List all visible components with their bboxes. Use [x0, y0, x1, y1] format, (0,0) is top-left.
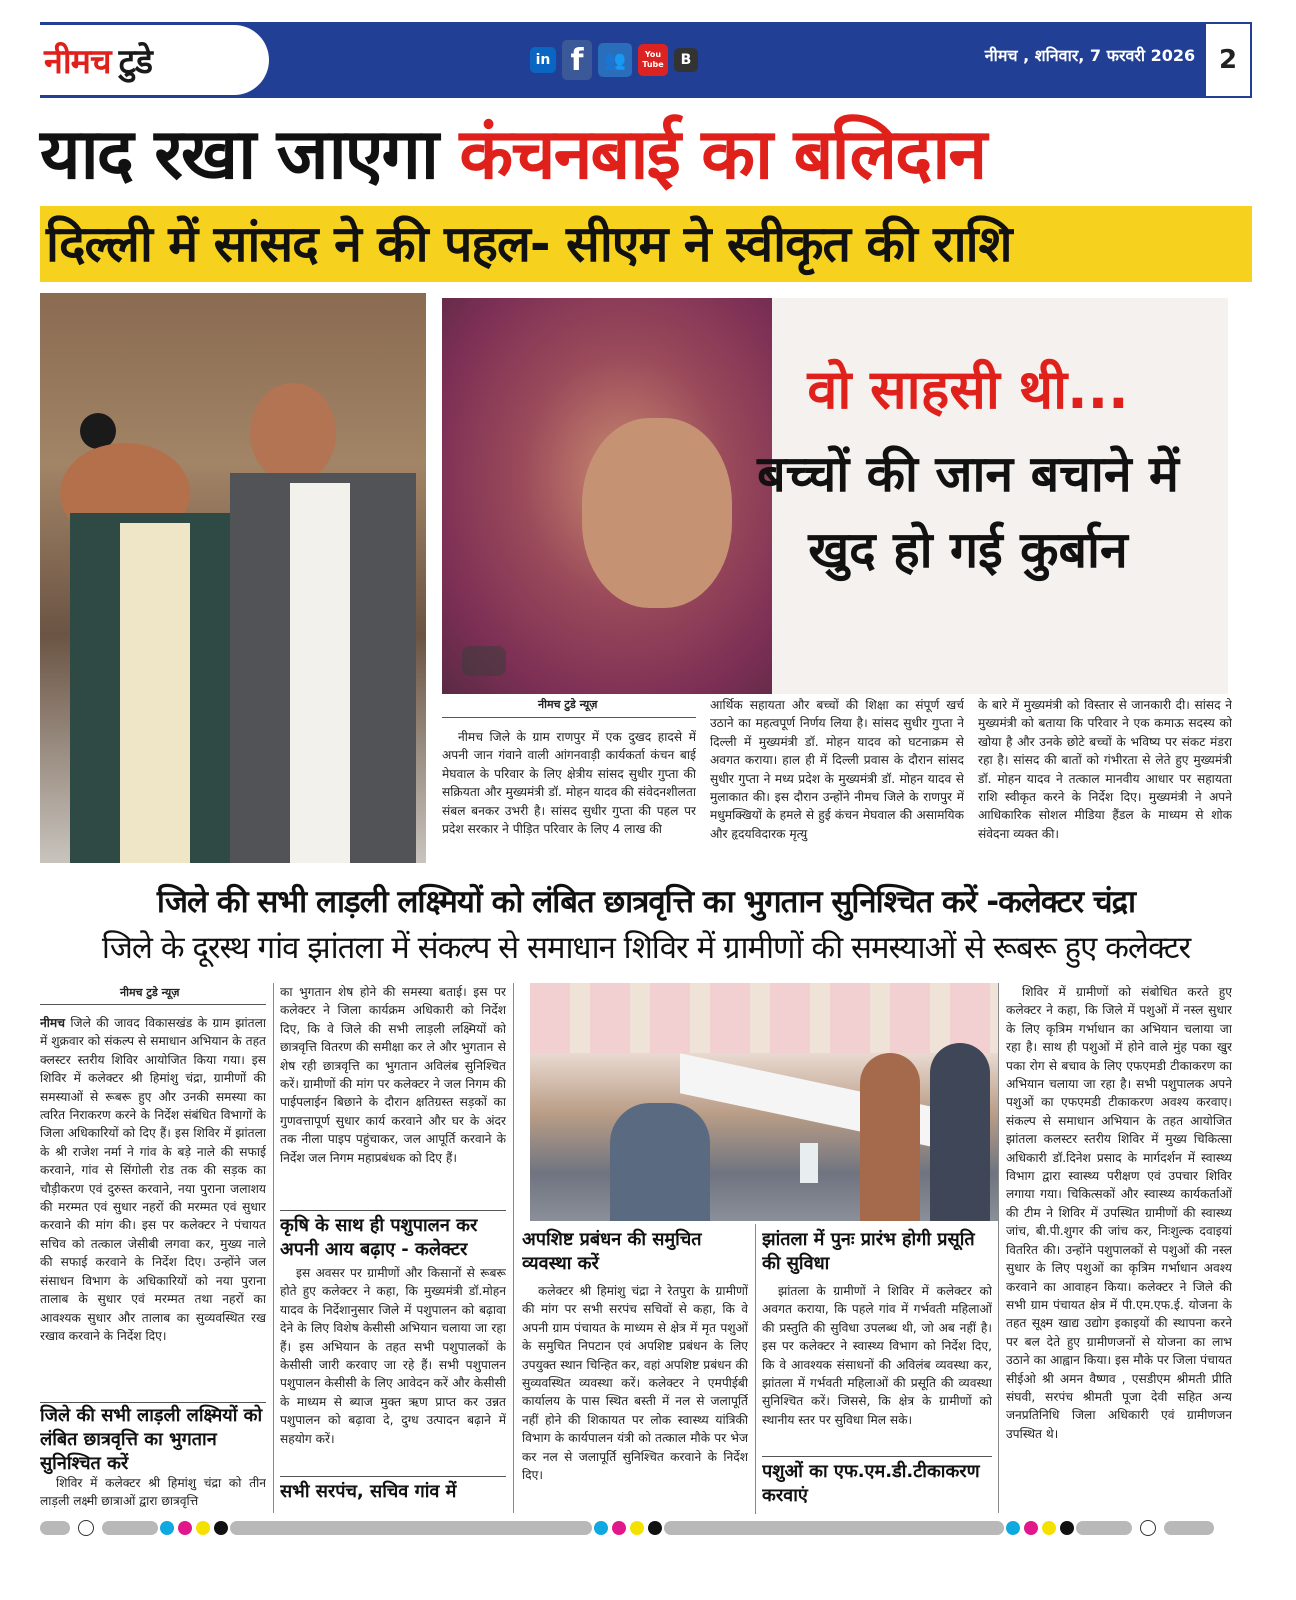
social-icons [530, 38, 698, 82]
photo-quote-red: वो साहसी थी... [807, 358, 1129, 421]
magenta-dot [1024, 1521, 1038, 1535]
cyan-dot [594, 1521, 608, 1535]
story2-subheadline: जिले के दूरस्थ गांव झांतला में संकल्प से समाधान शिविर में ग्रामीणों की समस्याओं से रूबरू हुए कलेक्टर [101, 930, 1191, 966]
registration-mark-icon [1140, 1520, 1156, 1536]
group-icon[interactable]: 👥 [598, 43, 632, 77]
story1-col3: के बारे में मुख्यमंत्री को विस्तार से जानकारी दी। सांसद ने मुख्यमंत्री को बताया कि परिवार ने एक कमाऊ सदस्य को खोया है और उनके छोटे बच्चों के भविष्य पर संकट मंडरा रहा है। सांसद की बातों को गंभीरता से लेते हुए मुख्यमंत्री डॉ. मोहन यादव ने तत्काल मानवीय आधार पर सहायता राशि स्वीकृत करने के निर्देश दिए। मुख्यमंत्री ने अपने आधिकारिक सोशल मीडिया हैंडल के माध्यम से शोक संवेदना व्यक्त की। [978, 698, 1232, 841]
column-divider [998, 983, 999, 1513]
bar-segment [230, 1521, 592, 1535]
person-2-kurta [290, 483, 350, 863]
person-2-face [250, 383, 336, 483]
bar-segment [1164, 1521, 1214, 1535]
lens-icon[interactable] [462, 646, 506, 676]
black-dot [214, 1521, 228, 1535]
bar-segment [40, 1521, 70, 1535]
story2-col1-subhead: जिले की सभी लाड़ली लक्ष्मियों को लंबित छात्रवृत्ति का भुगतान सुनिश्चित करें [40, 1405, 263, 1474]
yellow-dot [196, 1521, 210, 1535]
facebook-icon[interactable]: f [562, 40, 592, 80]
print-registration-bar [40, 1518, 1252, 1538]
main-headline [40, 104, 1252, 204]
cyan-dot [1006, 1521, 1020, 1535]
woman-standing-1 [860, 1053, 920, 1221]
registration-mark-icon [78, 1520, 94, 1536]
woman-standing-2 [930, 1043, 990, 1221]
story2-col1-lead: नीमच [40, 1016, 65, 1030]
story1-byline: नीमच टुडे न्यूज़ [538, 698, 598, 711]
story2-col4: झांतला के ग्रामीणों ने शिविर में कलेक्टर को अवगत कराया, कि पहले गांव में गर्भवती महिलाओं की प्रस्तुति की सुविधा उपलब्ध थी, जो अब नहीं है। इस पर कलेक्टर ने स्वास्थ्य विभाग को निर्देश दिए, कि वे आवश्यक संसाधनों की अविलंब व्यवस्था कर, झांतला में गर्भवती महिलाओं की प्रसूति की व्यवस्था सुनिश्चित करें। जिससे, कि क्षेत्र के ग्रामीणों को स्थानीय स्तर पर सुविधा मिल सके। [762, 1284, 992, 1427]
story2-col4-subhead: झांतला में पुनः प्रारंभ होगी प्रसूति की सुविधा [762, 1229, 975, 1274]
magenta-dot [178, 1521, 192, 1535]
story2-byline: नीमच टुडे न्यूज़ [120, 986, 180, 999]
story2-col2-rule [280, 1210, 506, 1211]
dateline: नीमच , शनिवार, 7 फरवरी 2026 [984, 46, 1196, 65]
logo-text-dark: टुडे [118, 42, 152, 82]
photo-camp [530, 983, 998, 1221]
black-dot [648, 1521, 662, 1535]
official-seated [610, 1103, 710, 1221]
story2-col4-rule [762, 1456, 992, 1457]
story2-col1-text: जिले की जावद विकासखंड के ग्राम झांतला में शुक्रवार को संकल्प से समाधान अभियान के तहत क्लस्टर स्तरीय शिविर आयोजित किया गया। इस शिविर में कलेक्टर श्री हिमांशु चंद्रा, ग्रामीणों की समस्याओं से रूबरू हुए और उनकी समस्या का त्वरित निराकरण करने के निर्देश संबंधित विभागों के जिला अधिकारियों को दिए हैं। इस शिविर में झांतला के श्री राजेश नर्मा ने गांव के बड़े नाले की सफाई करवाने, गांव से सिंगोली रोड तक की सड़क का चौड़ीकरण एवं दुरुस्त करवाने, नया पुराना जलाशय की मरम्मत एवं सुधार नहरों की मरम्मत एवं सुधार करवाने की मांग की। इस पर कलेक्टर ने पंचायत सचिव को तत्काल जेसीबी लगवा कर, मुख्य नाले की सफाई करवाने के निर्देश दिए। उन्होंने जल संसाधन विभाग के अधिकारियों को नया पुराना तालाब के सुधार एवं मरम्मत तथा नहरों का आवश्यक सुधार और तालाब का सुव्यवस्थित रख रखाव करवाने के निर्देश दिए। [40, 1016, 266, 1343]
logo-text-red: नीमच [44, 42, 111, 82]
story2-col2-tail: इस अवसर पर ग्रामीणों और किसानों से रूबरू होते हुए कलेक्टर ने कहा, कि मुख्यमंत्री डॉ.मोहन यादव के निर्देशानुसार जिले में पशुपालन को बढ़ावा देने के लिए विशेष केसीसी अभियान चलाया जा रहा हैं। इस अभियान के तहत सभी पशुपालकों के केसीसी जारी करवाए जा रहे हैं। सभी पशुपालन पशुपालन केसीसी के लिए आवेदन करें और केसीसी के माध्यम से ब्याज मुक्त ऋण प्राप्त कर उन्नत पशुपालन को बढ़ावा दे, दुग्ध उत्पादन बढ़ाने में सहयोग करें। [280, 1266, 506, 1446]
masthead-logo[interactable] [40, 22, 272, 98]
story2-col2-rule2 [280, 1476, 506, 1477]
blogger-icon[interactable]: B [674, 48, 698, 72]
bar-segment [1076, 1521, 1132, 1535]
column-divider [755, 1224, 756, 1514]
person-1-scarf [120, 523, 190, 863]
column-divider [273, 983, 274, 1513]
linkedin-icon[interactable]: in [530, 47, 556, 73]
story2-col2: का भुगतान शेष होने की समस्या बताई। इस पर कलेक्टर ने जिला कार्यक्रम अधिकारी को निर्देश दिए, कि वे जिले की सभी लाड़ली लक्ष्मियों को छात्रवृत्ति वितरण की समीक्षा कर ले और भुगतान से शेष रही छात्रवृत्ति का भुगतान अविलंब सुनिश्चित करें। ग्रामीणों की मांग पर कलेक्टर ने जल निगम की पाईपलाईन बिछाने के दौरान क्षतिग्रस्त सड़कों का गुणवत्तापूर्ण सुधार कार्य करवाने और घर के अंदर तक नीला पाइप पहुंचाकर, जल आपूर्ति करवाने के निर्देश जल निगम महाप्रबंधक को दिए हैं। [280, 985, 506, 1165]
portrait-face [582, 418, 732, 608]
story2-col2-subhead2: सभी सरपंच, सचिव गांव में [280, 1481, 457, 1502]
bar-segment [102, 1521, 158, 1535]
story2-byline-rule [40, 1004, 266, 1005]
story2-headline: जिले की सभी लाड़ली लक्ष्मियों को लंबित छात्रवृत्ति का भुगतान सुनिश्चित करें -कलेक्टर चंद्रा [156, 884, 1136, 920]
story2-col4-subhead2: पशुओं का एफ.एम.डी.टीकाकरण करवाएं [762, 1461, 980, 1506]
yellow-dot [630, 1521, 644, 1535]
story2-col5: शिविर में ग्रामीणों को संबोधित करते हुए कलेक्टर ने कहा, कि जिले में पशुओं में नस्ल सुधार के लिए कृत्रिम गर्भाधान का अभियान चलाया जा रहा है। साथ ही पशुओं में होने वाले मुंह पका खुर पका रोग से बचाव के लिए एफएमडी टीकाकरण का अभियान चलाया जा रहा है। सभी पशुपालक अपने पशुओं का एफएमडी टीकाकरण अवश्य करवाए। संकल्प से समाधान अभियान के तहत आयोजित झांतला कलस्टर स्तरीय शिविर में मुख्य चिकित्सा अधिकारी डॉ.दिनेश प्रसाद के मार्गदर्शन में स्वास्थ्य विभाग द्वारा स्वास्थ्य परीक्षण एवं उपचार शिविर लगाया गया। चिकित्सकों और स्वास्थ्य कार्यकर्ताओं की टीम ने शिविर में उपस्थित ग्रामीणों की स्वास्थ्य जांच, बी.पी.शुगर की जांच कर, निःशुल्क दवाइयां वितरित की। उन्होंने पशुपालकों से पशुओं की नस्ल सुधार के लिए पशुओं का कृत्रिम गर्भाधान अवश्य करवाने का आवाहन किया। कलेक्टर ने जिले की सभी ग्राम पंचायत क्षेत्र में पी.एम.एफ.ई. योजना के तहत सूक्ष्म खाद्य उद्योग इकाइयों की स्थापना करने पर बल देते हुए ग्रामीणजनों से योजना का लाभ उठाने का आह्वान किया। इस मौके पर जिला पंचायत सीईओ श्री अमन वैष्णव , एसडीएम श्रीमती प्रीति संघवी, सरपंच श्रीमती पूजा देवी सहित अन्य जनप्रतिनिधि जिला अधिकारी एवं ग्रामीणजन उपस्थित थे। [1006, 985, 1232, 1441]
page-number: 2 [1204, 22, 1252, 98]
main-headline-black: याद रखा जाएगा [40, 113, 460, 195]
story2-col3: कलेक्टर श्री हिमांशु चंद्रा ने रेतपुरा के ग्रामीणों की मांग पर सभी सरपंच सचिवों से कहा, कि वे अपनी ग्राम पंचायत के माध्यम से क्षेत्र में मृत पशुओं के समुचित निपटान एवं अपशिष्ट प्रबंधन के लिए उपयुक्त स्थान चिन्हित कर, वहां अपशिष्ट प्रबंधन की सुव्यवस्थित व्यवस्था करें। कलेक्टर ने एमपीईबी कार्यालय के पास स्थित बस्ती में नल से जलापूर्ति नहीं होने की शिकायत पर लोक स्वास्थ्य यांत्रिकी विभाग के कार्यपालन यंत्री को तत्काल मौके पर भेज कर नल से जलापूर्ति सुनिश्चित करवाने के निर्देश दिए। [522, 1284, 748, 1483]
story2-col2-subhead: कृषि के साथ ही पशुपालन कर अपनी आय बढ़ाए - कलेक्टर [280, 1215, 478, 1260]
magenta-dot [612, 1521, 626, 1535]
story2-col1 [40, 1014, 266, 1398]
story1-col1: नीमच जिले के ग्राम राणपुर में एक दुखद हादसे में अपनी जान गंवाने वाली आंगनवाड़ी कार्यकर्ता कंचन बाई मेघवाल के परिवार के लिए क्षेत्रीय सांसद सुधीर गुप्ता की सक्रियता और मुख्यमंत्री डॉ. मोहन यादव की संवेदनशीलता संबल बनकर उभरी है। सांसद सुधीर गुप्ता की पहल पर प्रदेश सरकार ने पीड़ित परिवार के लिए 4 लाख की [442, 730, 696, 837]
bar-segment [664, 1521, 1004, 1535]
story1-byline-rule [442, 717, 696, 718]
main-headline-red: कंचनबाई का बलिदान [459, 113, 986, 195]
photo-kanchanbai [442, 298, 1228, 694]
column-divider [513, 983, 514, 1513]
story2-col1-rule [40, 1402, 266, 1403]
youtube-icon[interactable]: You Tube [638, 44, 668, 76]
water-bottle [800, 1143, 818, 1183]
cyan-dot [160, 1521, 174, 1535]
story2-col3-subhead: अपशिष्ट प्रबंधन की समुचित व्यवस्था करें [522, 1229, 702, 1274]
yellow-dot [1042, 1521, 1056, 1535]
story1-col2: आर्थिक सहायता और बच्चों की शिक्षा का संपूर्ण खर्च उठाने का महत्वपूर्ण निर्णय लिया है। सांसद सुधीर गुप्ता ने दिल्ली में मुख्यमंत्री डॉ. मोहन यादव को घटनाक्रम से अवगत कराया। हाल ही में दिल्ली प्रवास के दौरान सांसद सुधीर गुप्ता ने मध्य प्रदेश के मुख्यमंत्री डॉ. मोहन यादव से मुलाकात की। इस दौरान उन्होंने नीमच जिले के राणपुर में मधुमक्खियों के हमले से हुई कंचन मेघवाल की असामयिक और हृदयविदारक मृत्यु [710, 698, 964, 841]
story2-col1-tail: शिविर में कलेक्टर श्री हिमांशु चंद्रा को तीन लाड़ली लक्ष्मी छात्राओं द्वारा छात्रवृत्ति [40, 1476, 266, 1509]
photo-quote-black: बच्चों की जान बचाने में खुद हो गई कुर्बान [757, 445, 1179, 579]
photo-cm-and-mp [40, 293, 426, 863]
black-dot [1060, 1521, 1074, 1535]
tent-canopy [530, 983, 998, 1053]
main-subheadline: दिल्ली में सांसद ने की पहल- सीएम ने स्वीकृत की राशि [40, 206, 1252, 282]
